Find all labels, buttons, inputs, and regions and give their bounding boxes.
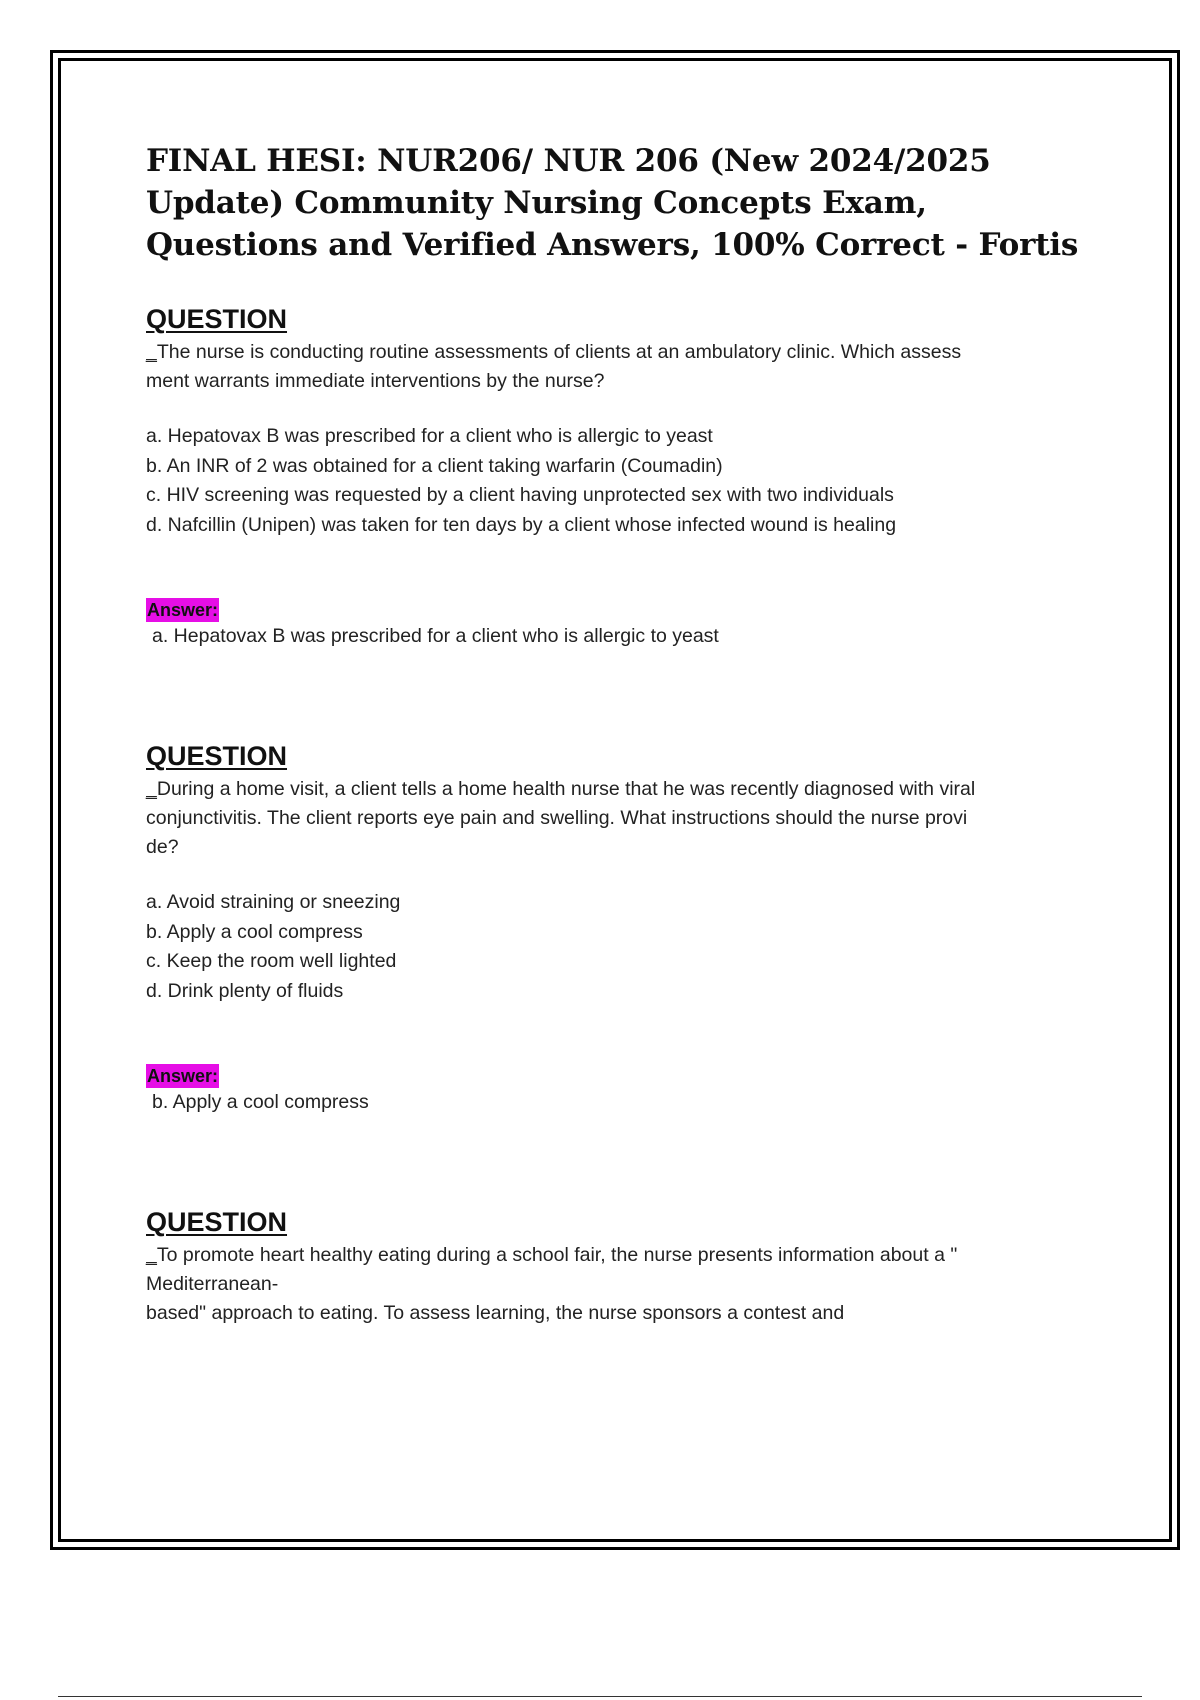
option-a: a. Avoid straining or sneezing: [146, 891, 401, 913]
option-list: [146, 888, 1086, 1006]
question-block-3: [146, 1207, 1086, 1328]
option-d: d. Nafcillin (Unipen) was taken for ten days by a client whose infected wound is healing: [146, 513, 897, 536]
question-marker: _: [146, 341, 157, 363]
question-body: During a home visit, a client tells a home health nurse that he was recently diagnosed with viral conjunctivitis. The client reports eye pain and swelling. What instructions should the nurse provi de?: [146, 778, 976, 858]
answer-text: a. Hepatovax B was prescribed for a client who is allergic to yeast: [152, 625, 719, 647]
question-heading: QUESTION: [146, 741, 288, 771]
option-c: c. Keep the room well lighted: [146, 950, 397, 972]
option-b: b. Apply a cool compress: [146, 920, 363, 943]
question-text: [146, 775, 1086, 862]
footer-rule: [58, 1696, 1142, 1697]
question-block-1: [146, 304, 1086, 651]
question-marker: _: [146, 1244, 157, 1266]
question-body: To promote heart healthy eating during a school fair, the nurse presents information about a " Mediterranean- based" approach to eating. To assess learning, the nurse sponsors a contest and: [146, 1244, 958, 1324]
answer-text: b. Apply a cool compress: [152, 1091, 369, 1113]
document-content: [146, 140, 1086, 1354]
option-a: a. Hepatovax B was prescribed for a client who is allergic to yeast: [146, 425, 713, 447]
question-text: [146, 1241, 1086, 1328]
question-marker: _: [146, 778, 157, 800]
option-c: c. HIV screening was requested by a client having unprotected sex with two individuals: [146, 484, 894, 506]
option-list: [146, 422, 1086, 540]
document-title: FINAL HESI: NUR206/ NUR 206 (New 2024/2025 Update) Community Nursing Concepts Exam, Questions and Verified Answers, 100% Correct - Fortis: [146, 143, 1079, 263]
question-body: The nurse is conducting routine assessments of clients at an ambulatory clinic. Which assess ment warrants immediate interventions by the nurse?: [146, 341, 962, 392]
option-b: b. An INR of 2 was obtained for a client taking warfarin (Coumadin): [146, 454, 723, 477]
answer-label: Answer:: [147, 1066, 219, 1086]
question-text: [146, 338, 1086, 396]
question-heading: QUESTION: [146, 304, 288, 334]
question-block-2: [146, 741, 1086, 1117]
question-heading: QUESTION: [146, 1207, 288, 1237]
option-d: d. Drink plenty of fluids: [146, 979, 344, 1002]
answer-label: Answer:: [147, 600, 219, 620]
